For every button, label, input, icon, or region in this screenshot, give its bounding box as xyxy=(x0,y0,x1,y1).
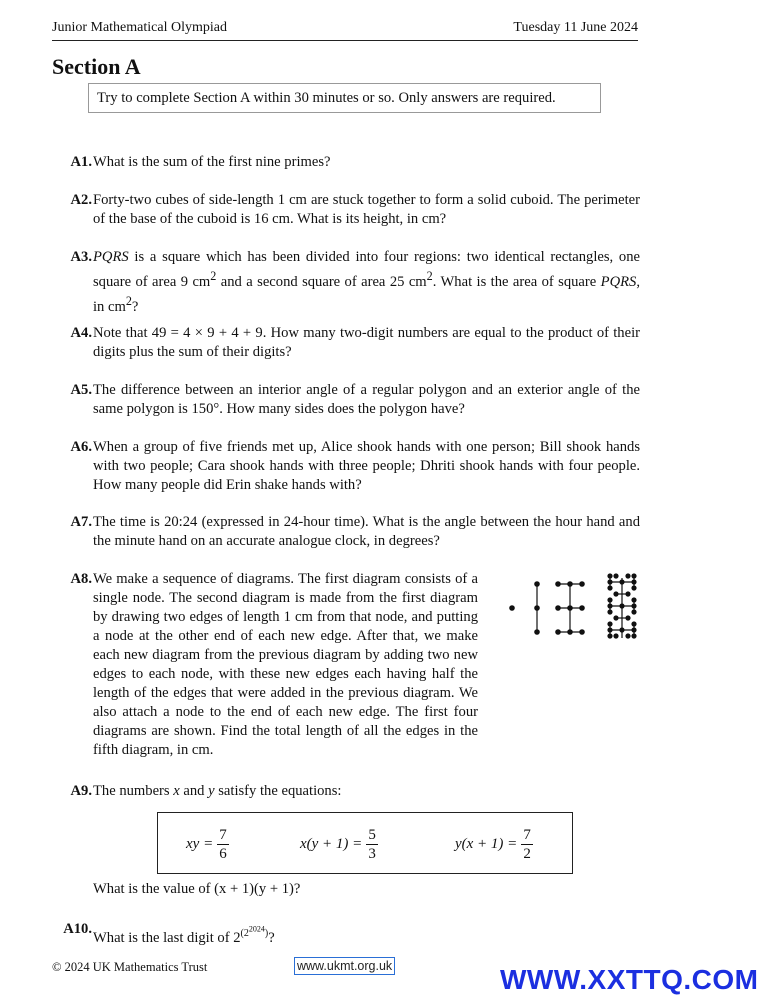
question-a9-followup xyxy=(58,880,640,899)
page-header xyxy=(52,20,638,41)
diagram-4 xyxy=(608,574,636,638)
equation-2: x(y + 1) = $\frac{5}{3}$ xyxy=(300,826,376,862)
question-text: When a group of five friends met up, Alice shook hands with one person; Bill shook hands with two people; Cara shook hands with three people; Dhriti shook hands with four people. How many people did Erin shake hands with? xyxy=(93,439,640,493)
question-text: The difference between an interior angle of a regular polygon and an exterior angle of the same polygon is 150°. How many sides does the polygon have? xyxy=(93,382,640,417)
question-text: Note that 49 = 4 × 9 + 4 + 9. How many two-digit numbers are equal to the product of their digits plus the sum of their digits? xyxy=(93,325,640,360)
question-a8 xyxy=(58,570,478,760)
question-a7 xyxy=(58,513,640,551)
question-a1 xyxy=(58,153,640,172)
question-a10 xyxy=(58,920,640,948)
section-title: Section A xyxy=(52,54,141,79)
question-number: A7. xyxy=(70,514,92,530)
question-a9 xyxy=(58,782,640,801)
equation-3: y(x + 1) = $\frac{7}{2}$ xyxy=(455,826,531,862)
question-a6 xyxy=(58,438,640,495)
question-a4 xyxy=(58,324,640,362)
diagram-1 xyxy=(510,606,514,610)
question-number: A9. xyxy=(70,783,92,799)
question-number: A4. xyxy=(70,325,92,341)
var-pqrs: PQRS xyxy=(93,249,129,265)
diagram-2 xyxy=(535,582,539,634)
question-a5 xyxy=(58,381,640,419)
question-number: A6. xyxy=(70,439,92,455)
question-a2 xyxy=(58,191,640,229)
question-text: What is the sum of the first nine primes? xyxy=(93,154,331,170)
website-link[interactable]: www.ukmt.org.uk xyxy=(294,957,395,975)
watermark: WWW.XXTTQ.COM xyxy=(500,964,758,995)
question-number: A10. xyxy=(63,921,92,937)
question-text: The numbers x and y satisfy the equations: xyxy=(93,783,342,799)
equation-1: xy = $\frac{7}{6}$ xyxy=(186,826,227,862)
diagram-3 xyxy=(556,582,584,634)
question-text: We make a sequence of diagrams. The first diagram consists of a single node. The second diagram is made from the first diagram by drawing two edges of length 1 cm from that node, and putting a node at the other end of each new edge. After that, we make each new diagram from the previous diagram by adding two new edges to each node, with these new edges each having half the length of the edges that were added in the previous diagram. We also attach a node to the end of each new edge. The first four diagrams are shown. Find the total length of all the edges in the fifth diagram, in cm. xyxy=(93,571,478,758)
question-text: What is the value of (x + 1)(y + 1)? xyxy=(93,881,301,897)
question-a3 xyxy=(58,248,640,317)
question-number: A3. xyxy=(70,249,92,265)
question-number: A1. xyxy=(70,154,92,170)
exam-date: Tuesday 11 June 2024 xyxy=(513,20,638,35)
node-diagrams xyxy=(500,572,645,644)
copyright: © 2024 UK Mathematics Trust xyxy=(52,960,208,974)
question-number: A8. xyxy=(70,571,92,587)
instructions-box: Try to complete Section A within 30 minutes or so. Only answers are required. xyxy=(88,83,601,113)
question-text: PQRS is a square which has been divided into four regions: two identical rectangles, one square of area 9 $cm^2$ and a second square of area 25 $cm^2$. What is the area of square PQRS, in $cm^2$? xyxy=(93,249,640,315)
equations-box xyxy=(157,812,573,874)
question-text: The time is 20:24 (expressed in 24-hour time). What is the angle between the hour hand and the minute hand on an accurate analogue clock, in degrees? xyxy=(93,514,640,549)
question-text: Forty-two cubes of side-length 1 cm are stuck together to form a solid cuboid. The perimeter of the base of the cuboid is 16 cm. What is its height, in cm? xyxy=(93,192,640,227)
question-text: What is the last digit of $2^{(2^{2024})}$? xyxy=(93,925,275,947)
question-number: A2. xyxy=(70,192,92,208)
question-number: A5. xyxy=(70,382,92,398)
competition-name: Junior Mathematical Olympiad xyxy=(52,20,227,35)
